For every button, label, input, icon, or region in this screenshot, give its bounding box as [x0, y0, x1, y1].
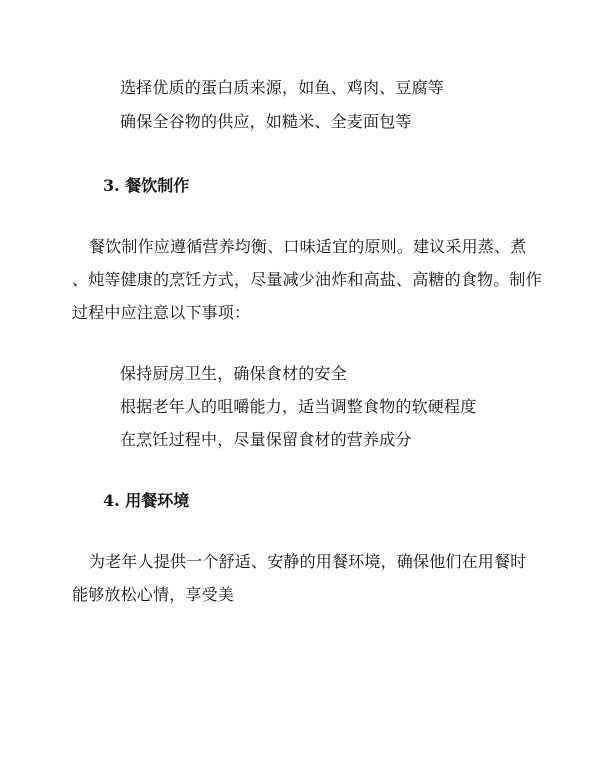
list-item: 在烹饪过程中，尽量保留食材的营养成分	[120, 430, 412, 449]
paragraph-line: 过程中应注意以下事项：	[72, 303, 251, 322]
paragraph-line: 为老年人提供一个舒适、安静的用餐环境，确保他们在用餐时	[89, 552, 527, 571]
paragraph-line: 能够放松心情，享受美	[72, 585, 235, 604]
section-heading: 3. 餐饮制作	[103, 176, 190, 195]
section-heading: 4. 用餐环境	[103, 491, 190, 510]
list-item: 根据老年人的咀嚼能力，适当调整食物的软硬程度	[120, 397, 477, 416]
list-item: 选择优质的蛋白质来源，如鱼、鸡肉、豆腐等	[120, 78, 445, 97]
paragraph-line: 、炖等健康的烹饪方式，尽量减少油炸和高盐、高糖的食物。制作	[72, 270, 542, 289]
list-item: 保持厨房卫生，确保食材的安全	[120, 364, 347, 383]
list-item: 确保全谷物的供应，如糙米、全麦面包等	[120, 112, 412, 131]
paragraph-line: 餐饮制作应遵循营养均衡、口味适宜的原则。建议采用蒸、煮	[89, 237, 527, 256]
